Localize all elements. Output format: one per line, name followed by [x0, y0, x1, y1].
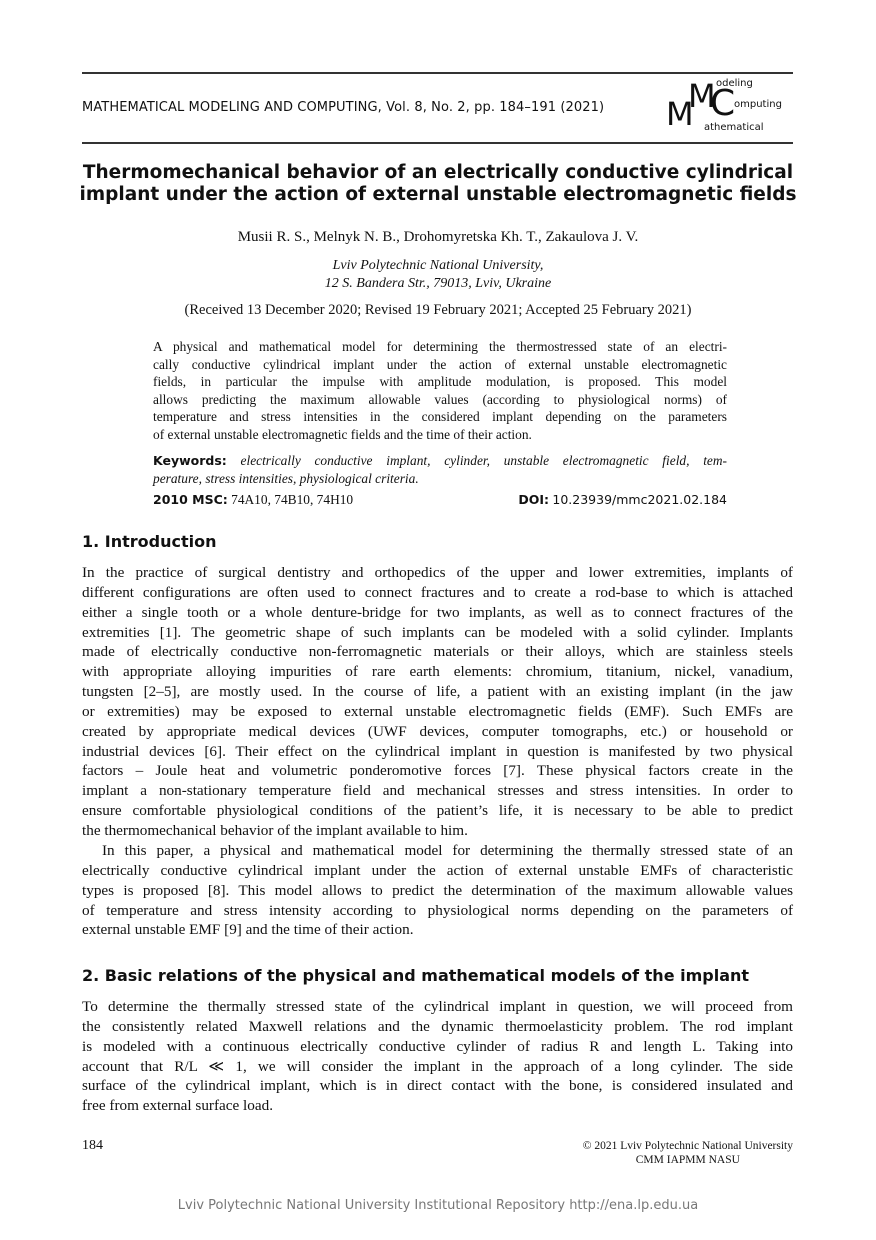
paragraph [82, 997, 793, 1116]
paragraph [82, 841, 793, 940]
text-line: made of electrically conductive non-ferromagnetic materials or their alloys, which are stainless steels [82, 643, 793, 661]
doi-link[interactable]: 10.23939/mmc2021.02.184 [552, 492, 727, 507]
text-line: or extremities) may be exposed to external unstable electromagnetic fields (EMF). Such EMFs are [82, 702, 793, 720]
journal-header [82, 100, 604, 115]
text-line: is modeled with a continuous electrically conductive cylinder of radius R and length L. Taking into [82, 1037, 793, 1055]
header-top-rule [82, 72, 793, 74]
text-line: either a single tooth or a whole denture-bridge for two implants, as well as to connect fractures of the [82, 603, 793, 621]
section-heading-introduction: 1. Introduction [82, 532, 217, 551]
text-line: fields, in particular the impulse with amplitude modulation, is proposed. This model [153, 374, 727, 390]
text-line: different configurations are often used to connect fractures and to create a rod-base to which is attached [82, 583, 793, 601]
text-line: of external unstable electromagnetic fields and the time of their action. [153, 426, 532, 442]
text-line: types is proposed [8]. This model allows to predict the determination of the maximum allowable values [82, 881, 793, 899]
journal-name: MATHEMATICAL MODELING AND COMPUTING, [82, 100, 382, 115]
text-line: the consistently related Maxwell relations and the dynamic thermoelasticity problem. The rod implant [82, 1017, 793, 1035]
keywords: Keywords: electrically conductive implant, cylinder, unstable electromagnetic field, tem- perature, stress intensities, physiological criteria. [153, 453, 727, 486]
text-line: extremities [1]. The geometric shape of such implants can be modeled with a solid cylinder. Implants [82, 623, 793, 641]
text-line: implant a non-stationary temperature field and mechanical stresses and stress intensities. In order to [82, 782, 793, 800]
text-line: surface of the cylindrical implant, which is in direct contact with the bone, is considered insulated and [82, 1077, 793, 1095]
text-line: account that R/L ≪ 1, we will consider the implant in the approach of a long cylinder. The side [82, 1057, 793, 1075]
keywords-label: Keywords: [153, 453, 227, 468]
text-line: with appropriate alloying impurities of rare earth elements: chromium, titanium, nickel, vanadium, [82, 663, 793, 681]
text-line: factors – Joule heat and volumetric ponderomotive forces [7]. These physical factors create in the [82, 762, 793, 780]
copyright: © 2021 Lviv Polytechnic National University CMM IAPMM NASU [582, 1140, 793, 1166]
text-line: electrically conductive cylindrical implant under the action of external unstable EMFs of characteristic [82, 861, 793, 879]
text-line: external unstable EMF [9] and the time of their action. [82, 921, 414, 939]
authors: Musii R. S., Melnyk N. B., Drohomyretska Kh. T., Zakaulova J. V. [237, 229, 639, 245]
mmc-logo: M M C odeling omputing athematical [666, 77, 782, 133]
paper-title: Thermomechanical behavior of an electrically conductive cylindrical implant under the action of external unstable electromagnetic fields [79, 162, 797, 205]
text-line: of temperature and stress intensity according to physiological norms depending on the parameters of [82, 901, 793, 919]
page-number: 184 [82, 1138, 103, 1153]
text-line: To determine the thermally stressed state of the cylindrical implant in question, we will proceed from [82, 998, 793, 1015]
text-line: free from external surface load. [82, 1097, 274, 1115]
abstract [153, 338, 727, 444]
text-line: the thermomechanical behavior of the implant available to him. [82, 821, 468, 839]
header-bottom-rule [82, 142, 793, 144]
text-line: temperature and stress intensities in the considered implant depending on the parameters [153, 409, 727, 425]
text-line: ensure comfortable physiological conditions of the patient’s life, it is necessary to be able to predict [82, 802, 793, 820]
text-line: created by appropriate medical devices (UWF devices, computer tomographs, etc.) or household or [82, 722, 793, 740]
text-line: In the practice of surgical dentistry and orthopedics of the upper and lower extremities, implants of [82, 564, 793, 581]
text-line: In this paper, a physical and mathematical model for determining the thermally stressed state of an [102, 842, 793, 859]
text-line: tungsten [2–5], are mostly used. In the course of life, a patient with an existing implant (in the jaw [82, 683, 793, 701]
journal-volume: Vol. 8, No. 2, pp. 184–191 (2021) [386, 100, 605, 115]
paragraph [82, 563, 793, 841]
doi: DOI: 10.23939/mmc2021.02.184 [518, 492, 727, 507]
submission-dates: (Received 13 December 2020; Revised 19 February 2021; Accepted 25 February 2021) [184, 302, 692, 318]
repository-footer: Lviv Polytechnic National University Institutional Repository http://ena.lp.edu.ua [177, 1198, 699, 1213]
text-line: industrial devices [6]. Their effect on the cylindrical implant in question is manifested by two physical [82, 742, 793, 760]
text-line: cally conductive cylindrical implant under the action of external unstable electromagnetic [153, 356, 727, 372]
msc: 2010 MSC: 74A10, 74B10, 74H10 [153, 492, 354, 507]
msc-doi [153, 492, 727, 508]
text-line: allows predicting the maximum allowable values (according to physiological norms) of [153, 391, 727, 407]
affiliation: Lviv Polytechnic National University, 12 S. Bandera Str., 79013, Lviv, Ukraine [324, 258, 552, 291]
section-heading-basic-relations: 2. Basic relations of the physical and mathematical models of the implant [82, 966, 750, 985]
text-line: A physical and mathematical model for determining the thermostressed state of an electri- [153, 339, 727, 354]
